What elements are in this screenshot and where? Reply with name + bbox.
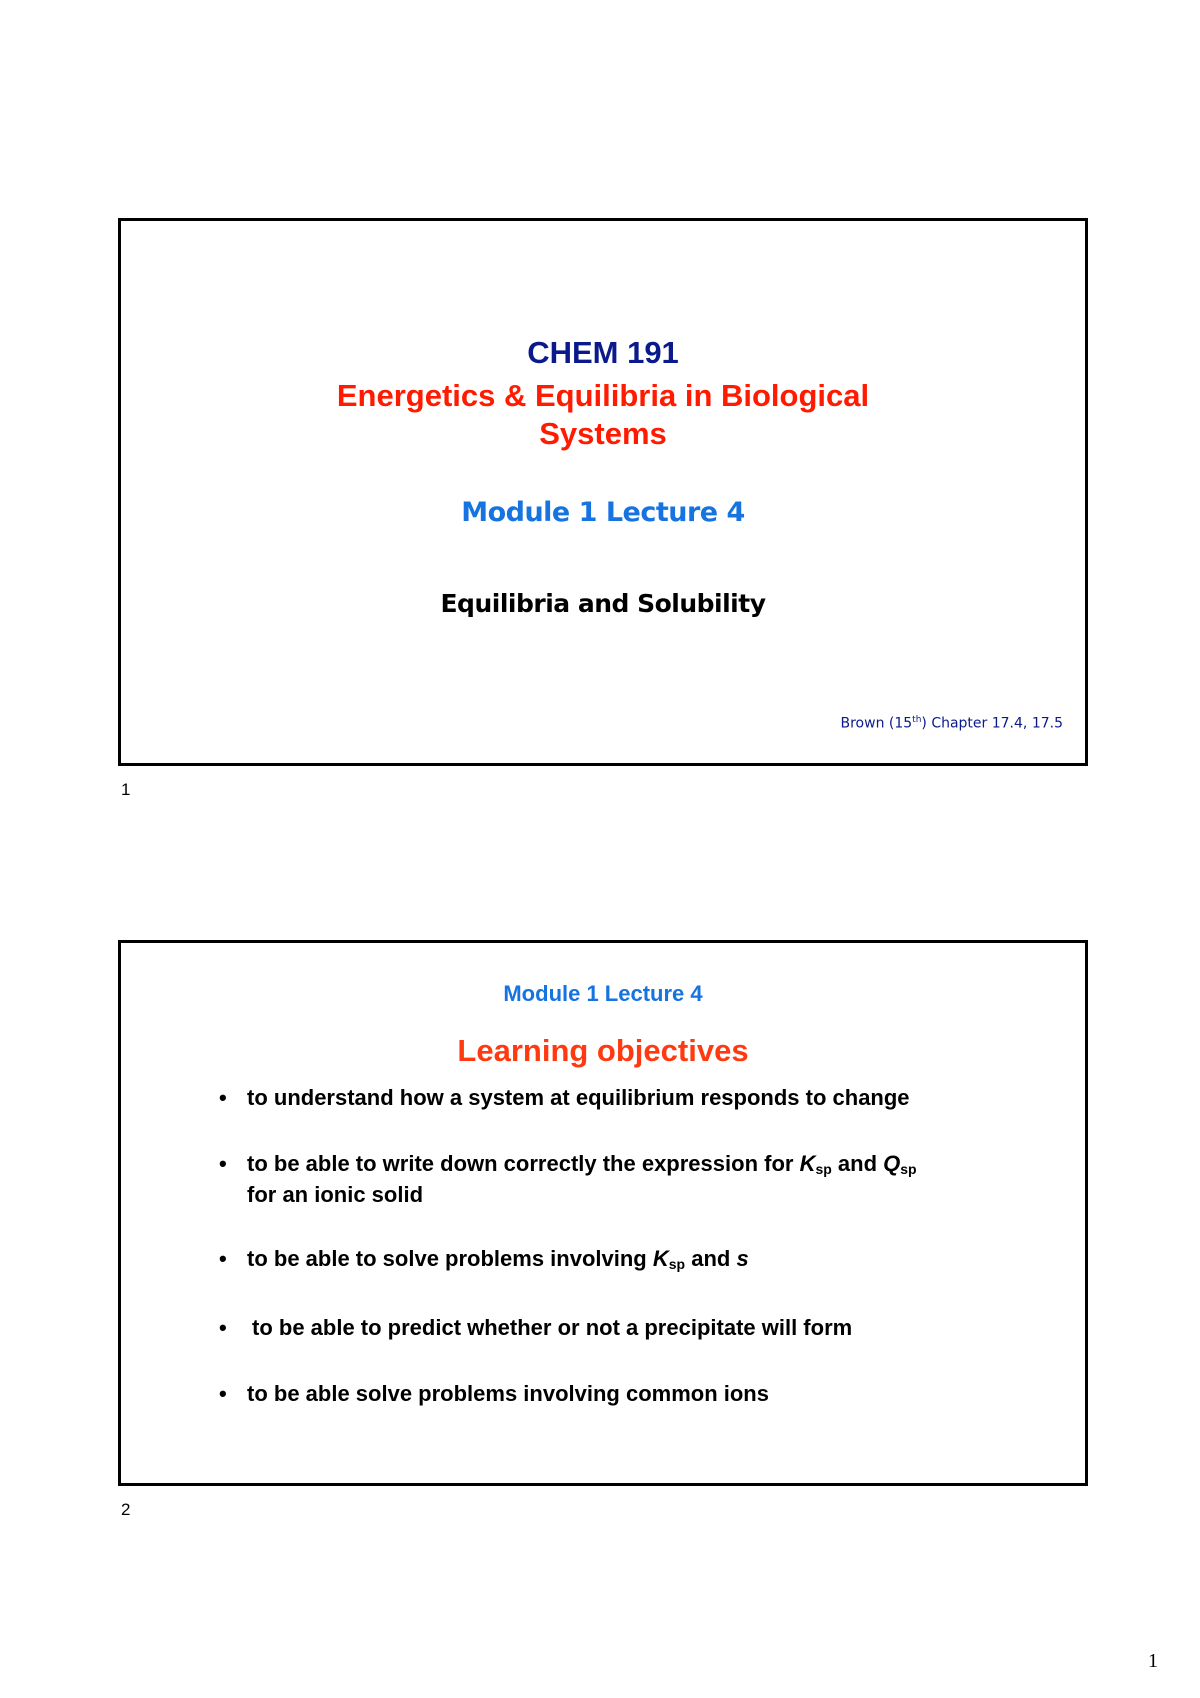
page-number: 1 <box>1148 1650 1158 1672</box>
slide-1 <box>118 218 1088 766</box>
bullet: • <box>219 1246 227 1271</box>
ksp-subscript: sp <box>668 1256 686 1272</box>
textbook-reference <box>841 715 1064 732</box>
slide-number-2: 2 <box>121 1500 131 1519</box>
reference-suffix: ) Chapter 17.4, 17.5 <box>921 715 1063 732</box>
reference-prefix: Brown (15 <box>840 715 913 732</box>
objective-text: for an ionic solid <box>247 1182 424 1207</box>
bullet: • <box>219 1085 227 1110</box>
objective-text: to be able solve problems involving common ions <box>247 1381 769 1406</box>
objective-text: to be able to predict whether or not a precipitate will form <box>252 1315 853 1340</box>
objective-item <box>219 1246 999 1277</box>
objective-item <box>219 1315 999 1341</box>
course-title <box>121 377 1085 453</box>
lecture-subtitle: Equilibria and Solubility <box>440 589 766 618</box>
objective-item <box>219 1151 999 1208</box>
learning-objectives-heading: Learning objectives <box>457 1033 749 1068</box>
objective-text: to be able to solve problems involving <box>247 1246 653 1271</box>
bullet: • <box>219 1151 227 1176</box>
solubility-symbol: s <box>736 1246 749 1271</box>
qsp-subscript: sp <box>900 1161 917 1177</box>
bullet: • <box>219 1381 227 1406</box>
objective-item <box>219 1381 999 1407</box>
qsp-symbol: Q <box>883 1151 901 1176</box>
module-label: Module 1 Lecture 4 <box>461 497 745 528</box>
objective-item <box>219 1085 999 1111</box>
objective-text: to understand how a system at equilibrium responds to change <box>247 1085 910 1110</box>
objectives-list <box>219 1085 999 1407</box>
bullet: • <box>219 1315 227 1340</box>
course-title-line-1: Energetics & Equilibria in Biological <box>336 378 870 413</box>
slide-2 <box>118 940 1088 1486</box>
objective-text: and <box>685 1246 737 1271</box>
reference-superscript: th <box>912 715 922 725</box>
ksp-symbol: K <box>652 1246 669 1271</box>
course-code: CHEM 191 <box>527 335 679 370</box>
objective-text: to be able to write down correctly the expression for <box>247 1151 800 1176</box>
course-title-line-2: Systems <box>539 416 667 451</box>
objective-text: and <box>831 1151 884 1176</box>
slide-number-1: 1 <box>121 780 131 799</box>
ksp-subscript: sp <box>815 1161 832 1177</box>
ksp-symbol: K <box>799 1151 816 1176</box>
module-label: Module 1 Lecture 4 <box>503 981 703 1006</box>
